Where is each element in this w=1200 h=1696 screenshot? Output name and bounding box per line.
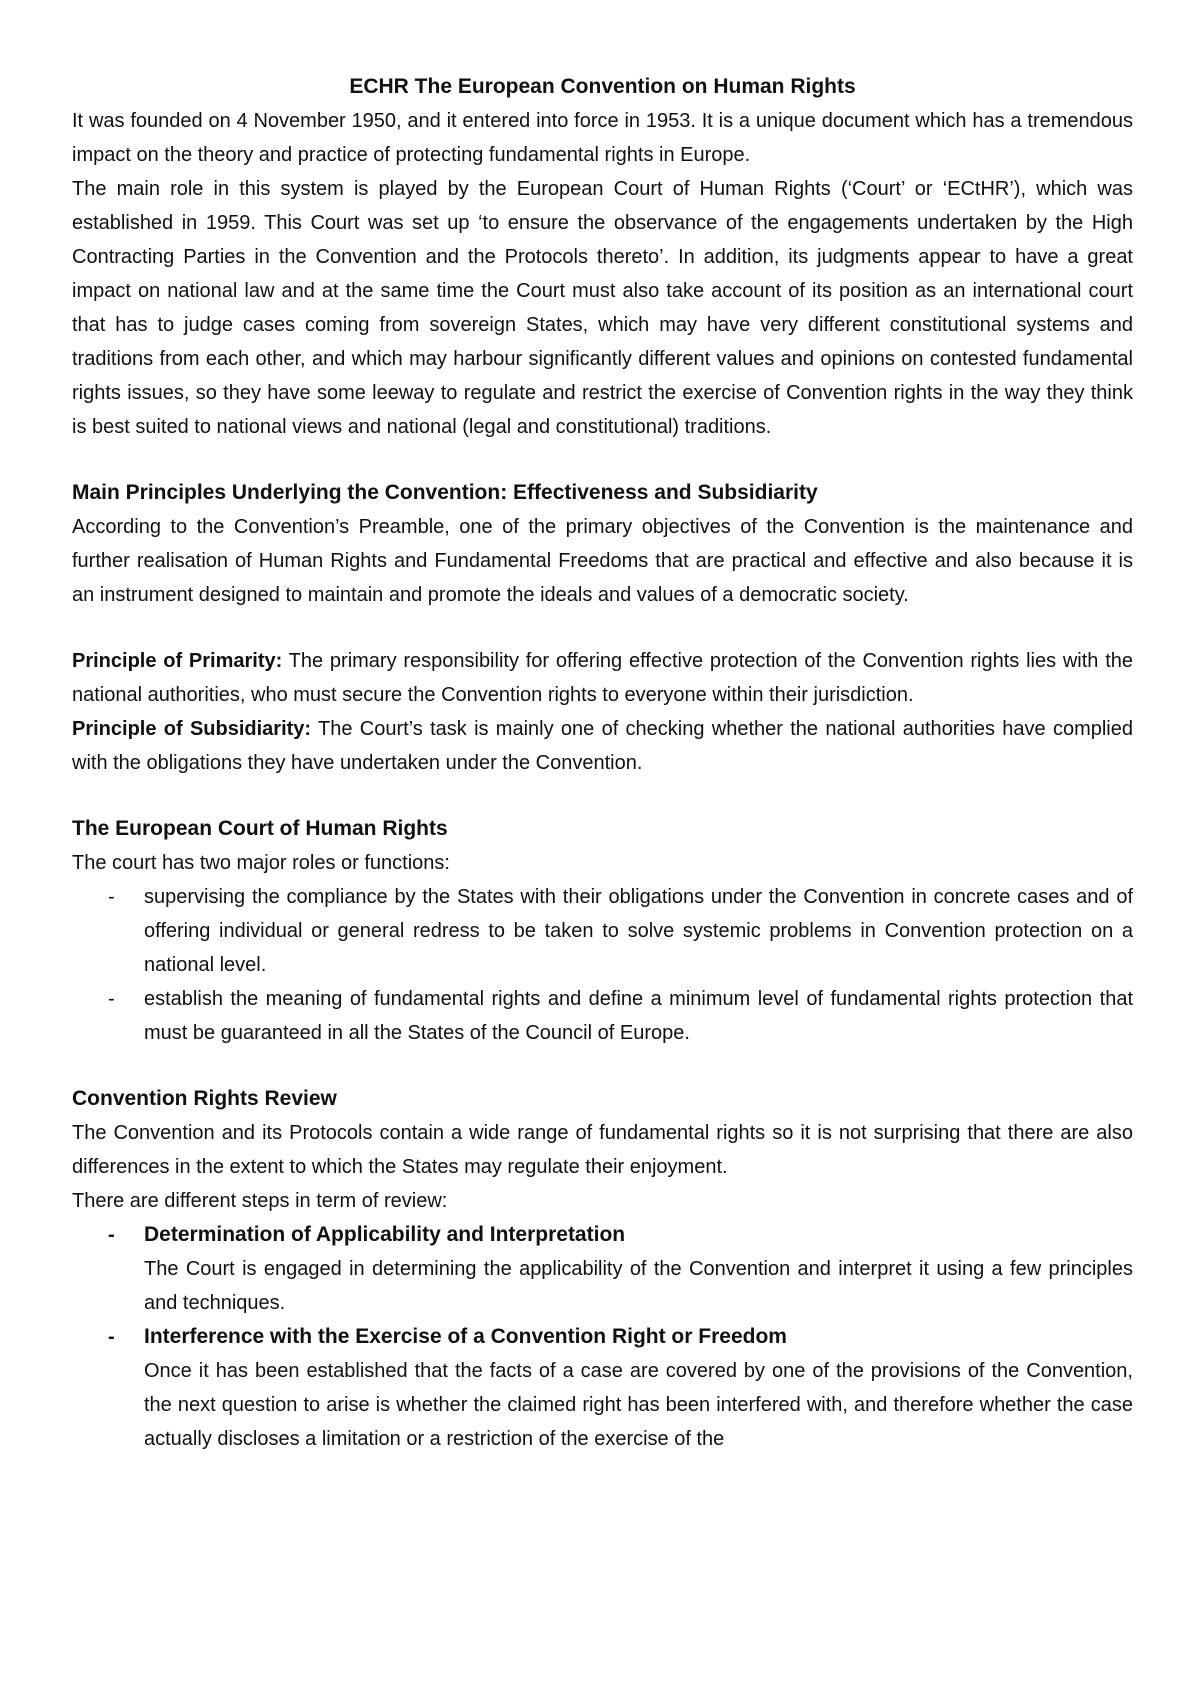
step-title: Determination of Applicability and Interpretation (144, 1223, 626, 1246)
list-item (72, 880, 1133, 982)
dash-bullet: - (108, 988, 115, 1010)
list-item (72, 1320, 1133, 1456)
principles-heading: Main Principles Underlying the Convention: Effectiveness and Subsidiarity (72, 481, 818, 504)
intro-paragraph-1: It was founded on 4 November 1950, and it entered into force in 1953. It is a unique document which has a tremendous impact on the theory and practice of protecting fundamental rights in Europe. (72, 110, 1133, 166)
list-item-text: supervising the compliance by the States with their obligations under the Convention in concrete cases and of offering individual or general redress to be taken to solve systemic problems in Convention protection on a national level. (144, 886, 1133, 976)
dash-bullet: - (108, 886, 115, 908)
spacer (72, 444, 1133, 476)
intro-paragraph-2: The main role in this system is played by the European Court of Human Rights (‘Court’ or ‘ECtHR’), which was established in 1959. This Court was set up ‘to ensure the observance of the engagements undertaken by the High Contracting Parties in the Convention and the Protocols thereto’. In addition, its judgments appear to have a great impact on national law and at the same time the Court must also take account of its position as an international court that has to judge cases coming from sovereign States, which may have very different constitutional systems and traditions from each other, and which may harbour significantly different values and opinions on contested fundamental rights issues, so they have some leeway to regulate and restrict the exercise of Convention rights in the way they think is best suited to national views and national (legal and constitutional) traditions. (72, 178, 1133, 438)
dash-bullet: - (108, 1326, 115, 1348)
subsidiarity-paragraph (72, 712, 1133, 780)
subsidiarity-text: The Court’s task is mainly one of checking whether the national authorities have complied with the obligations they have undertaken under the Convention. (72, 718, 1133, 774)
review-steps-list (72, 1218, 1133, 1456)
court-intro: The court has two major roles or functions: (72, 852, 450, 874)
review-paragraph-1: The Convention and its Protocols contain a wide range of fundamental rights so it is not surprising that there are also differences in the extent to which the States may regulate their enjoyment. (72, 1122, 1133, 1178)
spacer (72, 612, 1133, 644)
spacer (72, 780, 1133, 812)
step-text: Once it has been established that the facts of a case are covered by one of the provisions of the Convention, the next question to arise is whether the claimed right has been interfered with, and therefore whether the case actually discloses a limitation or a restriction of the exercise of the (144, 1360, 1133, 1450)
dash-bullet: - (108, 1224, 115, 1246)
principles-paragraph: According to the Convention’s Preamble, one of the primary objectives of the Convention is the maintenance and further realisation of Human Rights and Fundamental Freedoms that are practical and effective and also because it is an instrument designed to maintain and promote the ideals and values of a democratic society. (72, 516, 1133, 606)
list-item (72, 982, 1133, 1050)
primarity-text: The primary responsibility for offering effective protection of the Convention rights lies with the national authorities, who must secure the Convention rights to everyone within their jurisdiction. (72, 650, 1133, 706)
list-item-text: establish the meaning of fundamental rights and define a minimum level of fundamental rights protection that must be guaranteed in all the States of the Council of Europe. (144, 988, 1133, 1044)
court-roles-list (72, 880, 1133, 1050)
primarity-label: Principle of Primarity: (72, 650, 283, 672)
review-paragraph-2: There are different steps in term of review: (72, 1190, 448, 1212)
subsidiarity-label: Principle of Subsidiarity: (72, 718, 312, 740)
primarity-paragraph (72, 644, 1133, 712)
document-title: ECHR The European Convention on Human Rights (349, 75, 856, 98)
step-text: The Court is engaged in determining the applicability of the Convention and interpret it using a few principles and techniques. (144, 1258, 1133, 1314)
review-heading: Convention Rights Review (72, 1087, 337, 1110)
document-page (72, 70, 1133, 1456)
list-item (72, 1218, 1133, 1320)
spacer (72, 1050, 1133, 1082)
step-title: Interference with the Exercise of a Convention Right or Freedom (144, 1325, 787, 1348)
court-heading: The European Court of Human Rights (72, 817, 448, 840)
